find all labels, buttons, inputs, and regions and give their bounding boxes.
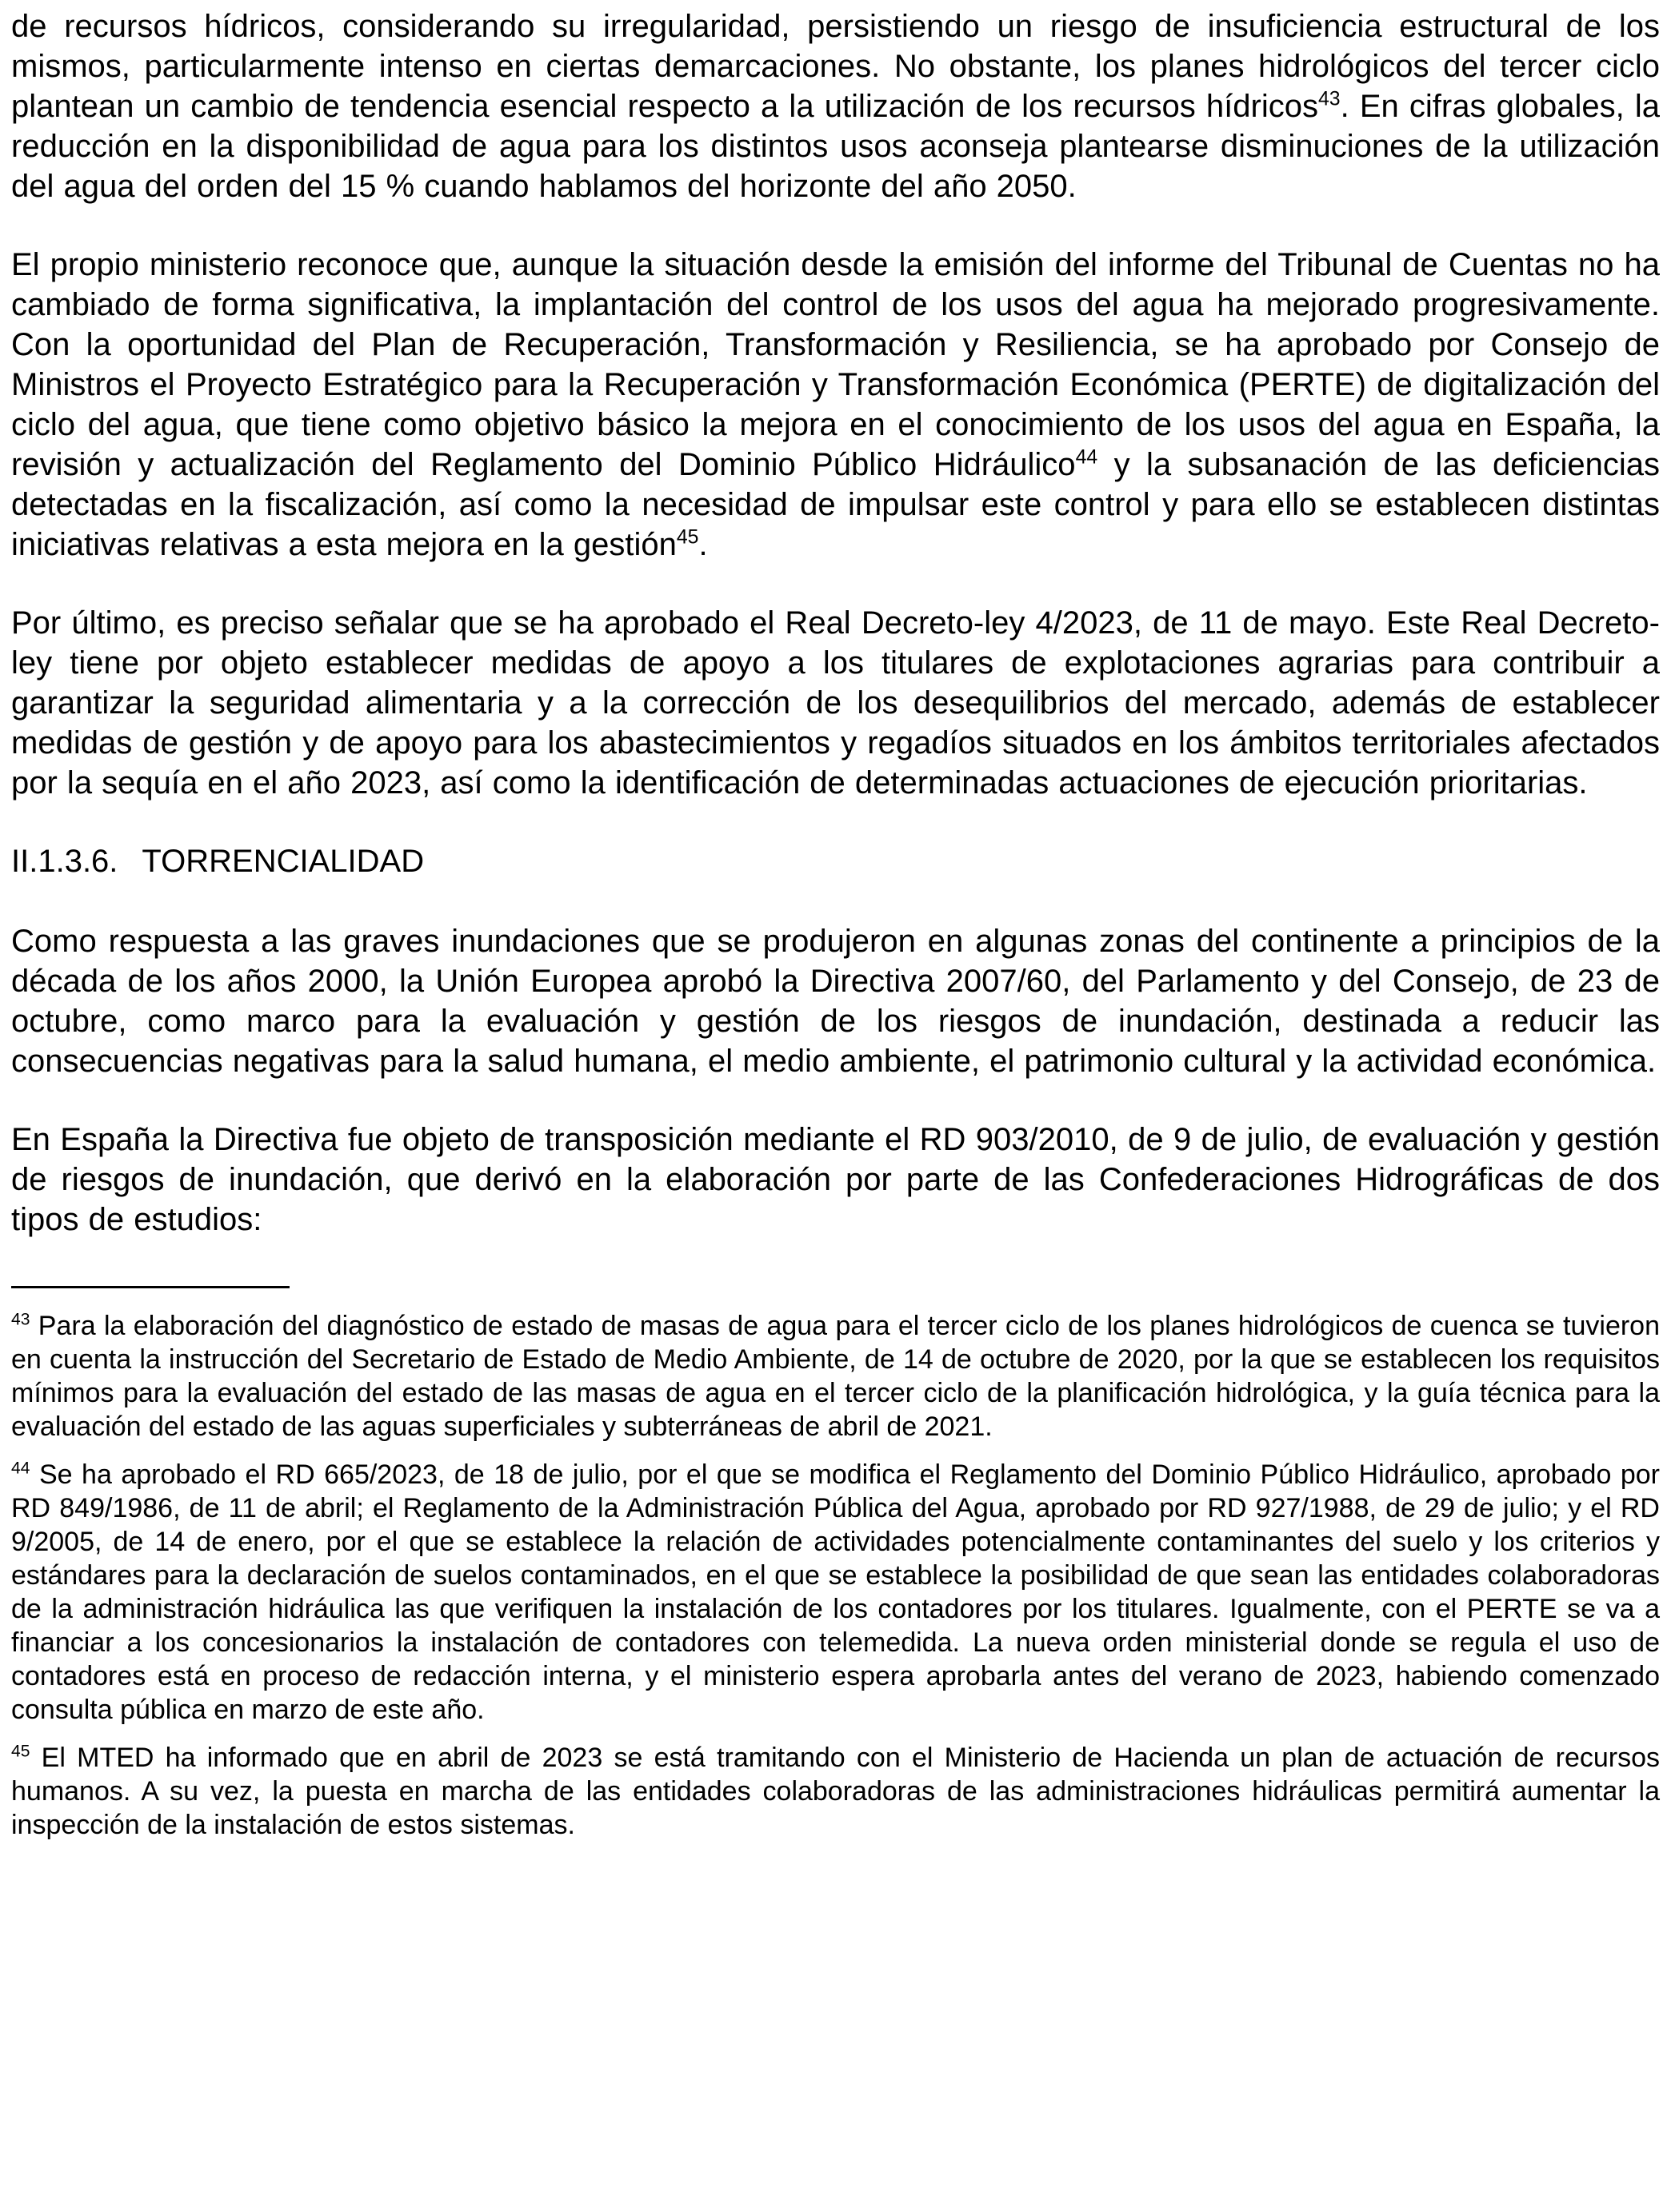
footnote-43: $^{43}$ Para la elaboración del diagnóstico de estado de masas de agua para el tercer ciclo de los planes hidrológicos de cuenca se tuvieron en cuenta la instrucción del Secretario de Estado de Medio Ambiente, de 14 de octubre de 2020, por la que se establecen los requisitos mínimos para la evaluación del estado de las masas de agua en el tercer ciclo de la planificación hidrológica, y la guía técnica para la evaluación del estado de las aguas superficiales y subterráneas de abril de 2021. (11, 1310, 1660, 1442)
footnote-reference: 44 (11, 1459, 30, 1478)
footnote-reference: 44 (1075, 446, 1098, 469)
paragraph-rd-903-2010: En España la Directiva fue objeto de transposición mediante el RD 903/2010, de 9 de julio, de evaluación y gestión de riesgos de inundación, que derivó en la elaboración por parte de las Confederaciones Hidrográficas de dos tipos de estudios: (11, 1122, 1660, 1237)
section-title: TORRENCIALIDAD (142, 844, 425, 879)
footnote-reference: 45 (11, 1742, 30, 1761)
paragraph-water-resources: de recursos hídricos, considerando su irregularidad, persistiendo un riesgo de insuficiencia estructural de los mismos, particularmente intenso en ciertas demarcaciones. No obstante, los planes hidrológicos del tercer ciclo plantean un cambio de tendencia esencial respecto a la utilización de los recursos hídricos$^{43}$. En cifras globales, la reducción en la disponibilidad de agua para los distintos usos aconseja plantearse disminuciones de la utilización del agua del orden del 15 % cuando hablamos del horizonte del año 2050. (11, 9, 1660, 204)
footnote-reference: 43 (11, 1310, 30, 1329)
paragraph-directiva-2007-60: Como respuesta a las graves inundaciones que se produjeron en algunas zonas del continente a principios de la década de los años 2000, la Unión Europea aprobó la Directiva 2007/60, del Parlamento y del Consejo, de 23 de octubre, como marco para la evaluación y gestión de los riesgos de inundación, destinada a reducir las consecuencias negativas para la salud humana, el medio ambiente, el patrimonio cultural y la actividad económica. (11, 924, 1660, 1079)
paragraph-real-decreto-ley: Por último, es preciso señalar que se ha aprobado el Real Decreto-ley 4/2023, de 11 de mayo. Este Real Decreto-ley tiene por objeto establecer medidas de apoyo a los titulares de explotaciones agrarias para contribuir a garantizar la seguridad alimentaria y a la corrección de los desequilibrios del mercado, además de establecer medidas de gestión y de apoyo para los abastecimientos y regadíos situados en los ámbitos territoriales afectados por la sequía en el año 2023, así como la identificación de determinadas actuaciones de ejecución prioritarias. (11, 605, 1660, 801)
footnote-separator (11, 1286, 290, 1288)
section-number: II.1.3.6. (11, 844, 118, 879)
footnote-reference: 45 (676, 526, 699, 549)
footnote-area (11, 1286, 1660, 1842)
footnote-reference: 43 (1317, 88, 1341, 110)
footnote-44: $^{44}$ Se ha aprobado el RD 665/2023, de 18 de julio, por el que se modifica el Reglamento del Dominio Público Hidráulico, aprobado por RD 849/1986, de 11 de abril; el Reglamento de la Administración Pública del Agua, aprobado por RD 927/1988, de 29 de julio; y el RD 9/2005, de 14 de enero, por el que se establece la relación de actividades potencialmente contaminantes del suelo y los criterios y estándares para la declaración de suelos contaminados, en el que se establece la posibilidad de que sean las entidades colaboradoras de la administración hidráulica las que verifiquen la instalación de los contadores por los titulares. Igualmente, con el PERTE se va a financiar a los concesionarios la instalación de contadores con telemedida. La nueva orden ministerial donde se regula el uso de contadores está en proceso de redacción interna, y el ministerio espera aprobarla antes del verano de 2023, habiendo comenzado consulta pública en marzo de este año. (11, 1459, 1660, 1725)
section-heading (11, 841, 1660, 881)
footnote-45: $^{45}$ El MTED ha informado que en abril de 2023 se está tramitando con el Ministerio de Hacienda un plan de actuación de recursos humanos. A su vez, la puesta en marcha de las entidades colaboradoras de las administraciones hidráulicas permitirá aumentar la inspección de la instalación de estos sistemas. (11, 1742, 1660, 1840)
paragraph-ministry-perte: El propio ministerio reconoce que, aunque la situación desde la emisión del informe del Tribunal de Cuentas no ha cambiado de forma significativa, la implantación del control de los usos del agua ha mejorado progresivamente. Con la oportunidad del Plan de Recuperación, Transformación y Resiliencia, se ha aprobado por Consejo de Ministros el Proyecto Estratégico para la Recuperación y Transformación Económica (PERTE) de digitalización del ciclo del agua, que tiene como objetivo básico la mejora en el conocimiento de los usos del agua en España, la revisión y actualización del Reglamento del Dominio Público Hidráulico$^{44}$ y la subsanación de las deficiencias detectadas en la fiscalización, así como la necesidad de impulsar este control y para ello se establecen distintas iniciativas relativas a esta mejora en la gestión$^{45}$. (11, 247, 1660, 562)
